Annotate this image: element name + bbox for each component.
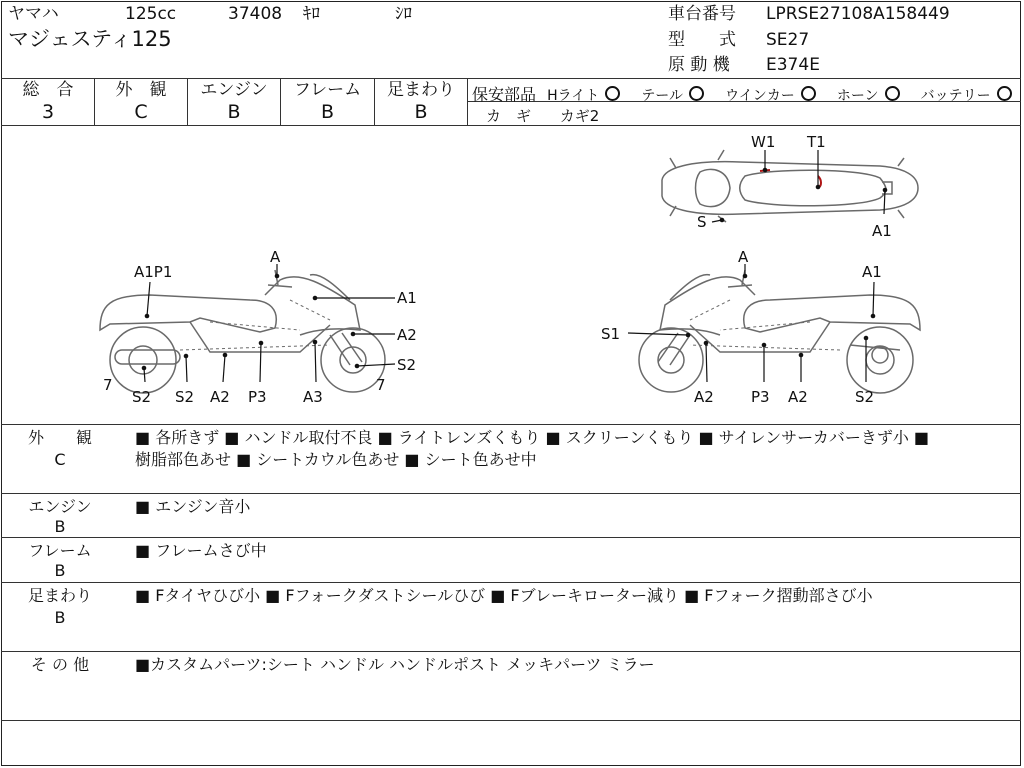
safety-title: 保安部品 (472, 85, 537, 104)
divider (1, 582, 1021, 583)
diagram-label: S2 (397, 356, 417, 374)
diagram-label: A (270, 248, 281, 266)
grade-label: 外 観 (115, 80, 167, 100)
frame-no-label: 車台番号 (668, 4, 736, 24)
section-line: ■ Fタイヤひび小 ■ Fフォークダストシールひび ■ Fブレーキローター減り ■ Fフォーク摺動部さび小 (135, 586, 873, 605)
safety-item-label: Hライト (547, 88, 600, 104)
grade-value: C (134, 101, 148, 123)
section-line: ■ 各所きず ■ ハンドル取付不良 ■ ライトレンズくもり ■ スクリーンくもり ■ サイレンサーカバーきず小 ■ (135, 428, 930, 447)
divider (1, 424, 1021, 425)
ok-circle-icon (801, 86, 816, 101)
scooter-top-view (662, 150, 918, 222)
diagram-label: S2 (132, 388, 152, 406)
section-title: 足まわり (27, 586, 92, 605)
safety-item-label: ホーン (836, 88, 879, 104)
diagram-label: A1 (872, 222, 892, 240)
diagram-label: T1 (807, 133, 826, 151)
grade-engine (188, 80, 280, 124)
damage-diagram (0, 126, 1024, 424)
diagram-label: A2 (210, 388, 230, 406)
section-title: エンジン (28, 497, 92, 516)
safety-item-label: ウインカー (725, 88, 795, 104)
section-grade: B (54, 561, 66, 580)
safety-item-label: テール (641, 88, 684, 104)
diagram-label: A (738, 248, 749, 266)
divider (1, 651, 1021, 652)
frame-no: LPRSE27108A158449 (766, 4, 950, 24)
section-line: 樹脂部色あせ ■ シートカウル色あせ ■ シート色あせ中 (135, 450, 537, 469)
safety-item-winker (725, 88, 816, 104)
grade-value: 3 (41, 101, 55, 123)
diagram-label: A2 (694, 388, 714, 406)
grade-frame (281, 80, 374, 124)
safety-item-headlight (547, 88, 620, 104)
diagram-label: P3 (751, 388, 770, 406)
engine-value: E374E (766, 55, 820, 75)
key-row (486, 105, 599, 126)
diagram-label: P3 (248, 388, 267, 406)
section-line: ■カスタムパーツ:シート ハンドル ハンドルポスト メッキパーツ ミラー (135, 655, 655, 674)
divider (1, 493, 1021, 494)
ok-circle-icon (689, 86, 704, 101)
grade-label: 総 合 (22, 80, 74, 100)
diagram-label: S1 (601, 325, 621, 343)
diagram-label: A3 (303, 388, 323, 406)
key-value: カギ2 (559, 107, 600, 125)
safety-item-battery (921, 88, 1012, 104)
section-title: そ の 他 (30, 655, 90, 674)
section-grade: C (54, 450, 66, 469)
diagram-label: S2 (175, 388, 195, 406)
grade-overall (2, 80, 94, 124)
divider (1, 537, 1021, 538)
safety-item-horn (837, 88, 900, 104)
section-grade: B (54, 608, 66, 627)
type-value: SE27 (766, 30, 810, 50)
divider (1, 720, 1021, 721)
grade-value: B (414, 101, 428, 123)
section-title: フレーム (28, 541, 92, 560)
diagram-label: A2 (788, 388, 808, 406)
diagram-label: S2 (855, 388, 875, 406)
safety-item-label: バッテリー (920, 88, 991, 104)
diagram-label: A1 (397, 289, 417, 307)
safety-parts (472, 82, 1012, 105)
section-grade: B (54, 517, 66, 536)
diagram-label: W1 (751, 133, 776, 151)
diagram-label: A1 (862, 263, 882, 281)
color: ｼﾛ (395, 4, 412, 24)
engine-label: 原 動 機 (668, 55, 730, 75)
leader-lines (144, 150, 885, 382)
section-title: 外 観 (27, 428, 92, 447)
scooter-left-side-dotted (180, 300, 330, 350)
ok-circle-icon (885, 86, 900, 101)
type-label: 型 式 (668, 30, 736, 50)
divider (1, 78, 1021, 79)
diagram-label: A2 (397, 326, 417, 344)
ok-circle-icon (997, 86, 1012, 101)
grade-label: フレーム (293, 80, 362, 100)
grade-label: 足まわり (387, 80, 455, 100)
safety-item-tail (641, 88, 704, 104)
grade-label: エンジン (200, 80, 268, 100)
diagram-label: 7 (376, 376, 386, 394)
grade-exterior (95, 80, 187, 124)
displacement: 125cc (125, 4, 177, 24)
grade-value: B (320, 101, 335, 123)
scooter-right-side (639, 270, 920, 393)
scooter-right-side-dotted (690, 300, 840, 350)
scooter-left-side (100, 270, 385, 393)
diagram-label: A1P1 (134, 263, 173, 281)
section-line: ■ エンジン音小 (135, 497, 251, 516)
section-line: ■ フレームさび中 (135, 541, 267, 560)
grade-value: B (227, 101, 241, 123)
divider (467, 78, 468, 125)
mileage-unit: ｷﾛ (303, 4, 320, 24)
diagram-label: 7 (103, 376, 113, 394)
grade-suspension (375, 80, 467, 124)
model-name: マジェスティ125 (8, 27, 172, 51)
diagram-label: S (697, 213, 707, 231)
maker: ヤマハ (8, 4, 59, 24)
key-label: カ ギ (486, 107, 532, 125)
damage-points (142, 168, 888, 371)
mileage: 37408 (228, 4, 283, 24)
ok-circle-icon (605, 86, 620, 101)
